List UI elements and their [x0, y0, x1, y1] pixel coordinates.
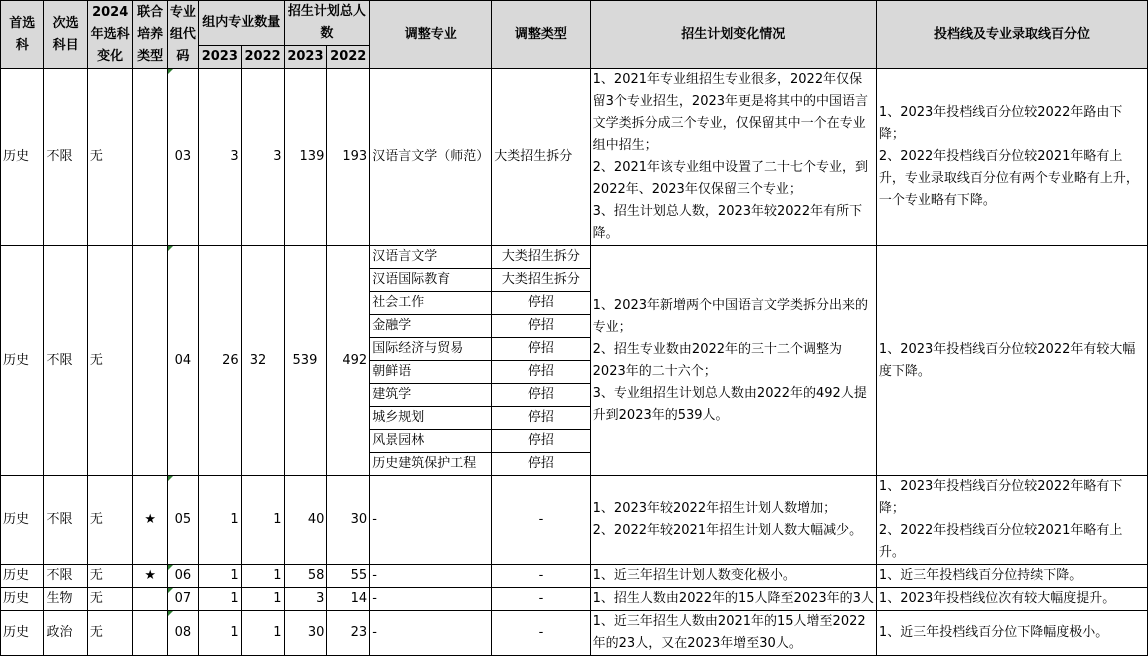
- cell-plan-2023[interactable]: 3: [284, 588, 327, 611]
- cell-group-code[interactable]: 03: [167, 69, 198, 246]
- cell-adjust-major[interactable]: 社会工作: [370, 292, 492, 315]
- cell-adjust-type[interactable]: -: [492, 588, 590, 611]
- header-plan-change: 招生计划变化情况: [590, 1, 876, 69]
- cell-second-subject[interactable]: 不限: [44, 565, 87, 588]
- header-count-2022: 2022: [241, 46, 284, 69]
- cell-count-2022[interactable]: 1: [241, 611, 284, 656]
- cell-plan-change[interactable]: [590, 246, 876, 476]
- plan-change-text: 1、2021年专业组招生专业很多，2022年仅保留3个专业招生，2023年更是将其中的中国语言文学类拆分成三个专业，仅保留其中一个在专业组中招生； 2、2021年该专业组中设置了二十七个专业，到2022年、2023年仅保留三个专业； 3、招生计划总人数，2023年较2022年有所下降。: [592, 72, 869, 241]
- cell-group-code[interactable]: 05: [167, 476, 198, 565]
- cell-second-subject[interactable]: 政治: [44, 611, 87, 656]
- cell-first-subject[interactable]: 历史: [1, 565, 44, 588]
- header-adjust-major: 调整专业: [370, 1, 492, 69]
- cell-adjust-major[interactable]: 历史建筑保护工程: [370, 453, 492, 476]
- cell-adjust-type[interactable]: 停招: [492, 430, 590, 453]
- cell-adjust-major[interactable]: 城乡规划: [370, 407, 492, 430]
- cell-plan-2023[interactable]: 58: [284, 565, 327, 588]
- cell-plan-change[interactable]: [590, 611, 876, 656]
- cell-group-code[interactable]: 07: [167, 588, 198, 611]
- score-line-text: 1、2023年投档线百分位较2022年路由下降； 2、2022年投档线百分位较2021年略有上升，专业录取线百分位有两个专业略有上升，一个专业略有下降。: [878, 105, 1139, 208]
- cell-first-subject[interactable]: 历史: [1, 476, 44, 565]
- cell-count-2022[interactable]: 3: [241, 69, 284, 246]
- cell-plan-change[interactable]: 1、招生人数由2022年的15人降至2023年的3人: [590, 588, 876, 611]
- cell-subject-change[interactable]: 无: [87, 611, 133, 656]
- cell-first-subject[interactable]: 历史: [1, 246, 44, 476]
- cell-plan-2022[interactable]: 193: [327, 69, 370, 246]
- cell-adjust-type[interactable]: 停招: [492, 315, 590, 338]
- header-count-2023: 2023: [198, 46, 241, 69]
- cell-plan-2022[interactable]: 492: [327, 246, 370, 476]
- cell-adjust-major[interactable]: 金融学: [370, 315, 492, 338]
- cell-plan-2022[interactable]: 30: [327, 476, 370, 565]
- cell-adjust-major[interactable]: -: [370, 588, 492, 611]
- cell-second-subject[interactable]: 不限: [44, 69, 87, 246]
- header-group-code: 专业组代码: [167, 1, 198, 69]
- cell-plan-2022[interactable]: 55: [327, 565, 370, 588]
- cell-subject-change[interactable]: 无: [87, 588, 133, 611]
- cell-adjust-major[interactable]: 国际经济与贸易: [370, 338, 492, 361]
- cell-plan-2023[interactable]: 539: [284, 246, 327, 476]
- cell-plan-2023[interactable]: 40: [284, 476, 327, 565]
- header-score-line: 投档线及专业录取线百分位: [876, 1, 1147, 69]
- cell-adjust-type[interactable]: -: [492, 565, 590, 588]
- cell-subject-change[interactable]: 无: [87, 565, 133, 588]
- cell-adjust-type[interactable]: 停招: [492, 292, 590, 315]
- cell-adjust-type[interactable]: 停招: [492, 361, 590, 384]
- cell-second-subject[interactable]: 不限: [44, 476, 87, 565]
- cell-adjust-type[interactable]: 停招: [492, 338, 590, 361]
- cell-count-2023[interactable]: 1: [198, 565, 241, 588]
- cell-group-code[interactable]: 08: [167, 611, 198, 656]
- cell-adjust-type[interactable]: 停招: [492, 453, 590, 476]
- table-row: [1, 69, 1148, 246]
- cell-adjust-type[interactable]: 大类招生拆分: [492, 269, 590, 292]
- table-row: [1, 611, 1148, 656]
- cell-adjust-major[interactable]: -: [370, 476, 492, 565]
- cell-adjust-type[interactable]: -: [492, 476, 590, 565]
- table-row: [1, 565, 1148, 588]
- cell-joint-type[interactable]: [133, 246, 167, 476]
- cell-count-2022[interactable]: 1: [241, 565, 284, 588]
- plan-change-text: 1、2023年新增两个中国语言文学类拆分出来的专业； 2、招生专业数由2022年的三十二个调整为2023年的二十六个； 3、专业组招生计划总人数由2022年的492人提升到2023年的539人。: [592, 297, 869, 423]
- cell-adjust-type[interactable]: 大类招生拆分: [492, 69, 590, 246]
- cell-count-2023[interactable]: 3: [198, 69, 241, 246]
- cell-plan-change[interactable]: 1、近三年招生计划人数变化极小。: [590, 565, 876, 588]
- table-row: [1, 246, 1148, 269]
- cell-score-line[interactable]: [876, 246, 1147, 476]
- cell-plan-change[interactable]: [590, 476, 876, 565]
- cell-count-2022[interactable]: 32: [241, 246, 284, 476]
- cell-plan-2022[interactable]: 14: [327, 588, 370, 611]
- cell-count-2023[interactable]: 1: [198, 588, 241, 611]
- cell-adjust-type[interactable]: 大类招生拆分: [492, 246, 590, 269]
- cell-score-line[interactable]: 1、2023年投档线位次有较大幅度提升。: [876, 588, 1147, 611]
- cell-subject-change[interactable]: 无: [87, 69, 133, 246]
- cell-group-code[interactable]: 04: [167, 246, 198, 476]
- header-plan-2023: 2023: [284, 46, 327, 69]
- cell-adjust-major[interactable]: -: [370, 611, 492, 656]
- cell-first-subject[interactable]: 历史: [1, 588, 44, 611]
- cell-adjust-major[interactable]: 建筑学: [370, 384, 492, 407]
- cell-plan-2023[interactable]: 30: [284, 611, 327, 656]
- cell-adjust-type[interactable]: 停招: [492, 407, 590, 430]
- cell-adjust-major[interactable]: 汉语言文学: [370, 246, 492, 269]
- cell-adjust-major[interactable]: 汉语言文学（师范）: [370, 69, 492, 246]
- cell-plan-2023[interactable]: 139: [284, 69, 327, 246]
- cell-adjust-type[interactable]: -: [492, 611, 590, 656]
- cell-score-line[interactable]: [876, 476, 1147, 565]
- cell-adjust-type[interactable]: 停招: [492, 384, 590, 407]
- cell-count-2023[interactable]: 1: [198, 611, 241, 656]
- cell-score-line[interactable]: [876, 69, 1147, 246]
- cell-subject-change[interactable]: 无: [87, 246, 133, 476]
- plan-change-text: 1、2023年较2022年招生计划人数增加； 2、2022年较2021年招生计划人数大幅减少。: [592, 501, 863, 538]
- cell-adjust-major[interactable]: -: [370, 565, 492, 588]
- score-line-text: 1、2023年投档线百分位较2022年略有下降； 2、2022年投档线百分位较2021年略有上升。: [878, 479, 1123, 560]
- cell-second-subject[interactable]: 不限: [44, 246, 87, 476]
- cell-score-line[interactable]: 1、近三年投档线百分位下降幅度极小。: [876, 611, 1147, 656]
- cell-joint-type[interactable]: [133, 611, 167, 656]
- cell-second-subject[interactable]: 生物: [44, 588, 87, 611]
- cell-first-subject[interactable]: 历史: [1, 611, 44, 656]
- cell-count-2023[interactable]: 1: [198, 476, 241, 565]
- cell-subject-change[interactable]: 无: [87, 476, 133, 565]
- cell-adjust-major[interactable]: 风景园林: [370, 430, 492, 453]
- cell-joint-type[interactable]: ★: [133, 476, 167, 565]
- table-row: [1, 476, 1148, 565]
- cell-plan-change[interactable]: [590, 69, 876, 246]
- header-joint-type: 联合培养类型: [133, 1, 167, 69]
- cell-joint-type[interactable]: [133, 69, 167, 246]
- table-row: [1, 588, 1148, 611]
- cell-count-2022[interactable]: 1: [241, 588, 284, 611]
- cell-adjust-major[interactable]: 汉语国际教育: [370, 269, 492, 292]
- cell-adjust-major[interactable]: 朝鲜语: [370, 361, 492, 384]
- header-adjust-type: 调整类型: [492, 1, 590, 69]
- plan-change-text: 1、近三年招生人数由2021年的15人增至2022年的23人，又在2023年增至30人。: [592, 614, 866, 651]
- cell-joint-type[interactable]: [133, 588, 167, 611]
- score-line-text: 1、2023年投档线百分位较2022年有较大幅度下降。: [878, 341, 1136, 379]
- cell-joint-type[interactable]: ★: [133, 565, 167, 588]
- cell-score-line[interactable]: 1、近三年投档线百分位持续下降。: [876, 565, 1147, 588]
- header-major-count: 组内专业数量: [198, 1, 284, 46]
- cell-group-code[interactable]: 06: [167, 565, 198, 588]
- header-plan-2022: 2022: [327, 46, 370, 69]
- cell-first-subject[interactable]: 历史: [1, 69, 44, 246]
- cell-count-2023[interactable]: 26: [198, 246, 241, 476]
- header-subject-change: 2024年选科变化: [87, 1, 133, 69]
- cell-plan-2022[interactable]: 23: [327, 611, 370, 656]
- header-first-subject: 首选科: [1, 1, 44, 69]
- cell-count-2022[interactable]: 1: [241, 476, 284, 565]
- header-plan-total: 招生计划总人数: [284, 1, 370, 46]
- header-second-subject: 次选科目: [44, 1, 87, 69]
